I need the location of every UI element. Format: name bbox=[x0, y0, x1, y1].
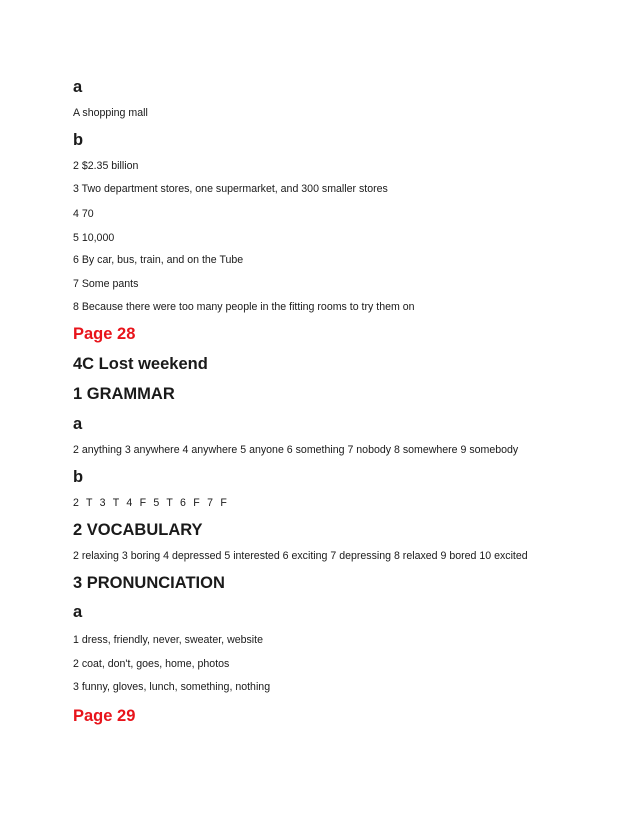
pronunciation-heading: 3 PRONUNCIATION bbox=[73, 574, 225, 592]
vocabulary-answers: 2 relaxing 3 boring 4 depressed 5 interested 6 exciting 7 depressing 8 relaxed 9 bored 10 excited bbox=[73, 550, 528, 562]
answer-b-4: 4 70 bbox=[73, 208, 94, 220]
grammar-b-label: b bbox=[73, 468, 84, 486]
pronunciation-line-3: 3 funny, gloves, lunch, something, nothing bbox=[73, 681, 271, 693]
grammar-heading: 1 GRAMMAR bbox=[73, 385, 175, 403]
answer-b-7: 7 Some pants bbox=[73, 278, 139, 290]
grammar-a-label: a bbox=[73, 415, 83, 433]
grammar-a-answers: 2 anything 3 anywhere 4 anywhere 5 anyone 6 something 7 nobody 8 somewhere 9 somebody bbox=[73, 444, 519, 456]
answer-b-8: 8 Because there were too many people in the fitting rooms to try them on bbox=[73, 301, 415, 313]
answer-b-5: 5 10,000 bbox=[73, 232, 115, 244]
vocabulary-heading: 2 VOCABULARY bbox=[73, 521, 203, 539]
section-a-label: a bbox=[73, 78, 83, 96]
section-b-label: b bbox=[73, 131, 84, 149]
answer-b-3: 3 Two department stores, one supermarket, and 300 smaller stores bbox=[73, 183, 388, 195]
grammar-b-answers: 2 T 3 T 4 F 5 T 6 F 7 F bbox=[73, 497, 230, 509]
pronunciation-a-label: a bbox=[73, 603, 83, 621]
answer-a: A shopping mall bbox=[73, 107, 148, 119]
page-29-heading: Page 29 bbox=[73, 707, 136, 725]
pronunciation-line-1: 1 dress, friendly, never, sweater, website bbox=[73, 634, 263, 646]
lesson-title: 4C Lost weekend bbox=[73, 355, 208, 373]
answer-b-6: 6 By car, bus, train, and on the Tube bbox=[73, 254, 244, 266]
answer-b-2: 2 $2.35 billion bbox=[73, 160, 139, 172]
pronunciation-line-2: 2 coat, don't, goes, home, photos bbox=[73, 658, 230, 670]
page-28-heading: Page 28 bbox=[73, 325, 136, 343]
